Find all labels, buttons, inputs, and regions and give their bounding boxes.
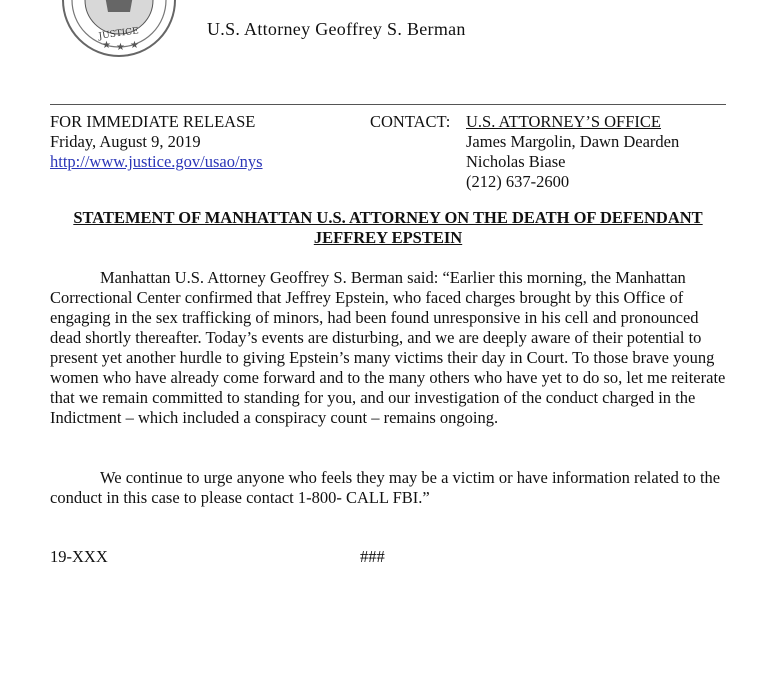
contact-office: U.S. ATTORNEY’S OFFICE [466,112,661,131]
paragraph-1-text: Manhattan U.S. Attorney Geoffrey S. Berman said: “Earlier this morning, the Manhattan Correctional Center confirmed that Jeffrey Epstein, who faced charges brought by this Office of engaging in the sex trafficking of minors, had been found unresponsive in his cell and pronounced dead shortly thereafter. Today’s events are disturbing, and we are deeply aware of their potential to present yet another hurdle to giving Epstein’s many victims their day in Court. To those brave young women who have already come forward and to the many others who have yet to do so, let me reiterate that we remain committed to standing for you, and our investigation of the conduct charged in the Indictment – which included a conspiracy count – remains ongoing. [50,268,726,427]
release-link[interactable]: http://www.justice.gov/usao/nys [50,152,263,171]
paragraph-2-text: We continue to urge anyone who feels they may be a victim or have information related to the conduct in this case to please contact 1-800- CALL FBI.” [50,468,721,507]
svg-text:★: ★ [102,40,111,51]
release-date: Friday, August 9, 2019 [50,132,201,151]
contact-phone: (212) 637-2600 [466,172,570,191]
headline-line-2: JEFFREY EPSTEIN [313,228,463,247]
header-divider [50,104,726,105]
release-info [50,112,263,172]
contact-info [370,112,679,192]
contact-label: CONTACT: [370,112,451,131]
headline-line-1: STATEMENT OF MANHATTAN U.S. ATTORNEY ON THE DEATH OF DEFENDANT [73,208,703,227]
statement-paragraph-2 [50,468,726,508]
end-mark: ### [360,547,385,566]
svg-text:★: ★ [130,40,139,51]
release-number: 19-XXX [50,547,108,566]
contact-name-2: Nicholas Biase [466,152,566,171]
svg-text:JUSTICE: JUSTICE [98,26,140,42]
statement-paragraph-1 [50,268,726,428]
office-title [207,19,466,40]
statement-headline [50,208,726,248]
contact-names: James Margolin, Dawn Dearden [466,132,680,151]
svg-text:★: ★ [116,42,125,53]
doj-seal-logo [54,0,184,58]
office-title-text: U.S. Attorney Geoffrey S. Berman [207,19,466,39]
release-label: FOR IMMEDIATE RELEASE [50,112,256,131]
